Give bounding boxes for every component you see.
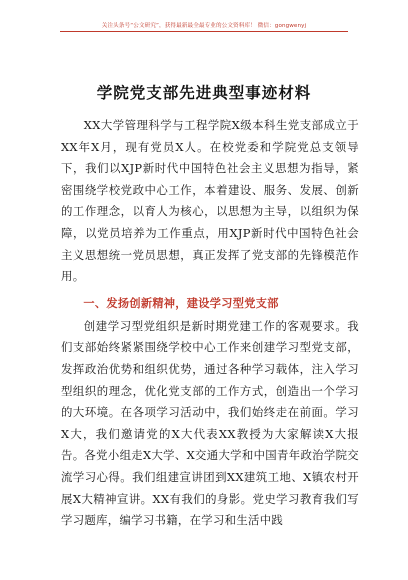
document-body [61, 115, 359, 532]
header-banner: 关注头条号“公文研究”，获得最新最全最专业的公文资料库！ 微信：gongwenyj [101, 23, 307, 29]
intro-paragraph: XX大学管理科学与工程学院X级本科生党支部成立于XX年X月，现有党员X人。在校党委和学院党总支领导下，我们以XJP新时代中国特色社会主义思想为指导，紧密围绕学校党政中心工作，本着建设、服务、发展、创新的工作理念，以育人为核心，以思想为主导，以组织为保障，以党员培养为工作重点，用XJP新时代中国特色社会主义思想统一党员思想，真正发挥了党支部的先锋模范作用。 [61, 118, 359, 284]
section-paragraph: 创建学习型党组织是新时期党建工作的客观要求。我们支部始终紧紧围绕学校中心工作来创建学习型党支部，发挥政治优势和组织优势，通过各种学习载体，注入学习型组织的理念，优化党支部的工作方式，创造出一个学习的大环境。在各项学习活动中，我们始终走在前面。学习X大，我们邀请党的X大代表XX教授为大家解读X大报告。各党小组走X大学、X交通大学和中国青年政治学院交流学习心得。我们组建宣讲团到XX建筑工地、X镇农村开展X大精神宣讲。XX有我们的身影。党史学习教育我们写学习题库，编学习书籍，在学习和生活中践 [61, 318, 359, 528]
document-title: 学院党支部先进典型事迹材料 [96, 83, 312, 102]
banner-divider [60, 31, 348, 32]
section-heading: 一、发扬创新精神，建设学习型党支部 [83, 296, 279, 310]
